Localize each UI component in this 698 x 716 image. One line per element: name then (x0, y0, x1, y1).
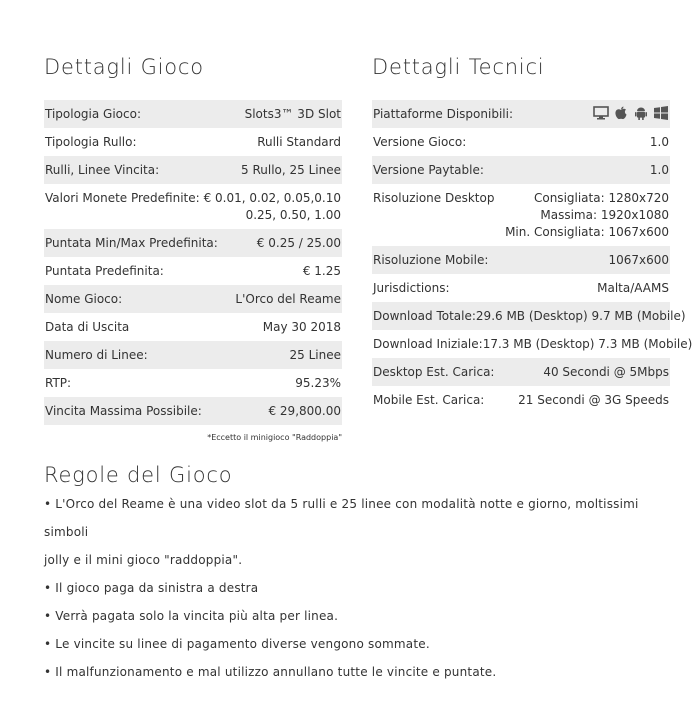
row-value-line: 1.0 (649, 135, 669, 149)
row-value (650, 162, 669, 179)
row-value (518, 392, 669, 409)
row-value (597, 280, 669, 297)
row-label: Risoluzione Mobile: (373, 253, 489, 267)
row-value-line: 0.25, 0.50, 1.00 (245, 208, 341, 222)
row-value (303, 263, 341, 280)
table-row (372, 246, 670, 274)
rules-list (44, 490, 674, 686)
row-label: Rulli, Linee Vincita: (45, 163, 160, 177)
row-value (295, 375, 341, 392)
row-value-line: 29.6 MB (Desktop) 9.7 MB (Mobile) (475, 309, 686, 323)
desktop-icon (593, 106, 609, 120)
row-value (483, 336, 693, 353)
row-value-line: L'Orco del Reame (235, 292, 341, 306)
row-value (268, 403, 341, 420)
row-label: Data di Uscita (45, 320, 130, 334)
technical-details-title: Dettagli Tecnici (372, 55, 545, 79)
technical-details-section (372, 52, 693, 414)
platform-icons (593, 106, 669, 120)
footnote: *Eccetto il minigioco "Raddoppia" (207, 433, 342, 442)
rule-item: • Il gioco paga da sinistra a destra (44, 581, 259, 595)
rule-item: jolly e il mini gioco "raddoppia". (44, 553, 243, 567)
rules-title: Regole del Gioco (44, 463, 233, 487)
row-value-line: 95.23% (295, 376, 341, 390)
rule-item: • Il malfunzionamento e mal utilizzo annullano tutte le vincite e puntate. (44, 665, 497, 679)
table-row (372, 184, 670, 246)
windows-icon (653, 106, 669, 120)
row-label: Risoluzione Desktop (373, 191, 495, 205)
row-value (204, 190, 341, 224)
table-row (372, 330, 693, 358)
table-row-platforms (372, 100, 670, 128)
table-row (44, 184, 342, 229)
row-value-line: 1067x600 (608, 253, 669, 267)
table-row (372, 358, 670, 386)
row-value (257, 134, 341, 151)
table-row (44, 313, 342, 341)
row-value-line: 5 Rullo, 25 Linee (241, 163, 341, 177)
rule-item: • Verrà pagata solo la vincita più alta per linea. (44, 609, 339, 623)
game-details-table (44, 100, 342, 425)
game-details-title: Dettagli Gioco (44, 55, 204, 79)
row-label: Versione Paytable: (373, 163, 484, 177)
row-value (543, 364, 669, 381)
rule-item: • Le vincite su linee di pagamento diverse vengono sommate. (44, 637, 430, 651)
android-icon (633, 106, 649, 120)
table-row (44, 128, 342, 156)
row-value-line: € 0.25 / 25.00 (256, 236, 341, 250)
row-value-line: 1.0 (649, 163, 669, 177)
row-label: Tipologia Gioco: (45, 107, 142, 121)
table-row (372, 386, 670, 414)
row-value-line: Rulli Standard (257, 135, 341, 149)
row-value (505, 190, 669, 241)
row-value-line: Consigliata: 1280x720 (533, 191, 669, 205)
row-label: Download Iniziale: (373, 337, 483, 351)
table-row (44, 100, 342, 128)
row-value (235, 291, 341, 308)
row-value-line: Min. Consigliata: 1067x600 (505, 225, 669, 239)
row-value (245, 106, 341, 123)
table-row (44, 369, 342, 397)
row-value-line: Massima: 1920x1080 (540, 208, 669, 222)
row-label: Vincita Massima Possibile: (45, 404, 202, 418)
row-value-line: 25 Linee (289, 348, 341, 362)
row-value-line: 21 Secondi @ 3G Speeds (518, 393, 669, 407)
row-value (257, 235, 341, 252)
row-value (476, 308, 686, 325)
rule-item: • L'Orco del Reame è una video slot da 5 rulli e 25 linee con modalità notte e giorno, moltissimi simboli (44, 497, 639, 539)
row-label: Nome Gioco: (45, 292, 123, 306)
row-label: Puntata Min/Max Predefinita: (45, 236, 218, 250)
row-value (241, 162, 341, 179)
table-row (44, 156, 342, 184)
row-label: Mobile Est. Carica: (373, 393, 485, 407)
apple-icon (613, 106, 629, 120)
row-value-line: € 29,800.00 (268, 404, 341, 418)
row-value (263, 319, 341, 336)
table-row (44, 257, 342, 285)
row-label: Jurisdictions: (373, 281, 450, 295)
platforms-label: Piattaforme Disponibili: (373, 107, 513, 121)
row-value-line: May 30 2018 (262, 320, 341, 334)
rules-section (44, 460, 674, 686)
row-label: Puntata Predefinita: (45, 264, 164, 278)
row-value-line: Slots3™ 3D Slot (244, 107, 341, 121)
row-label: Versione Gioco: (373, 135, 467, 149)
table-row (44, 285, 342, 313)
row-label: Tipologia Rullo: (45, 135, 137, 149)
table-row (372, 128, 670, 156)
row-value-line: € 0.01, 0.02, 0.05,0.10 (203, 191, 341, 205)
table-row (372, 302, 686, 330)
table-row (44, 397, 342, 425)
row-value (650, 134, 669, 151)
technical-details-table (372, 128, 693, 414)
row-value (290, 347, 341, 364)
table-row (44, 341, 342, 369)
row-value (608, 252, 669, 269)
row-label: Valori Monete Predefinite: (45, 191, 200, 205)
row-value-line: € 1.25 (302, 264, 341, 278)
row-value-line: 40 Secondi @ 5Mbps (543, 365, 669, 379)
row-label: RTP: (45, 376, 72, 390)
row-value-line: 17.3 MB (Desktop) 7.3 MB (Mobile) (482, 337, 693, 351)
table-row (372, 274, 670, 302)
row-label: Desktop Est. Carica: (373, 365, 495, 379)
table-row (44, 229, 342, 257)
game-details-section (44, 52, 342, 442)
row-label: Download Totale: (373, 309, 476, 323)
row-value-line: Malta/AAMS (597, 281, 669, 295)
table-row (372, 156, 670, 184)
row-label: Numero di Linee: (45, 348, 148, 362)
